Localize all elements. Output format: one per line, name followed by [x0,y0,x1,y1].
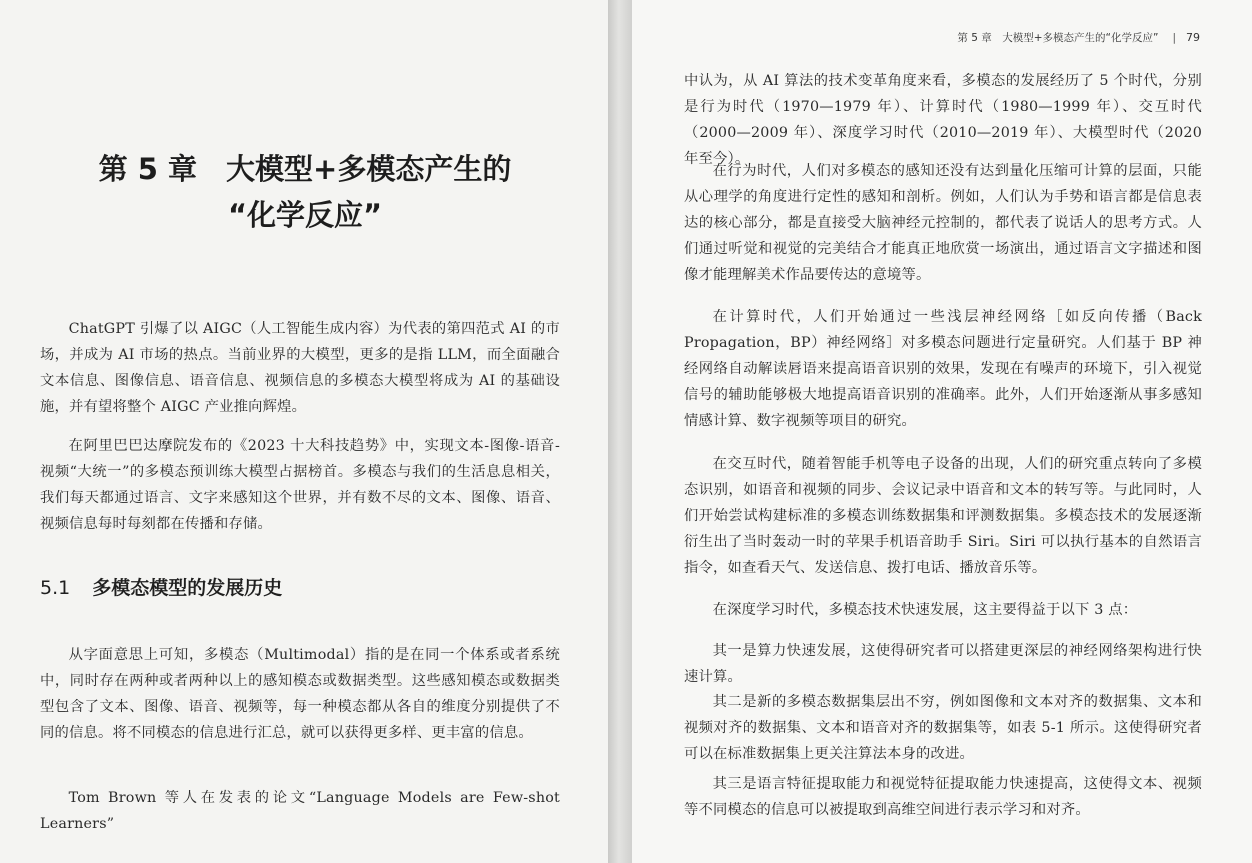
running-header-chapter: 第 5 章 大模型+多模态产生的“化学反应” [957,32,1159,44]
chapter-title-line2: “化学反应” [227,198,383,232]
section-number: 5.1 [40,577,71,599]
left-page [0,0,608,863]
right-paragraph-5: 在深度学习时代，多模态技术快速发展，这主要得益于以下 3 点： [712,602,1138,618]
right-page [632,0,1252,863]
running-header [957,30,1200,45]
right-paragraph-6: 其一是算力快速发展，这使得研究者可以搭建更深层的神经网络架构进行快速计算。 [684,643,1202,685]
chapter-title-line1: 第 5 章 大模型+多模态产生的 [98,152,512,186]
section-title: 多模态模型的发展历史 [92,577,283,599]
left-paragraph-4: Tom Brown 等人在发表的论文“Language Models are Few-shot Learners” [40,790,560,832]
right-paragraph-8: 其三是语言特征提取能力和视觉特征提取能力快速提高，这使得文本、视频等不同模态的信息可以被提取到高维空间进行表示学习和对齐。 [684,776,1202,818]
section-heading [40,573,282,600]
right-paragraph-2: 在行为时代，人们对多模态的感知还没有达到量化压缩可计算的层面，只能从心理学的角度进行定性的感知和剖析。例如，人们认为手势和语言都是信息表达的核心部分，都是直接受大脑神经元控制的，都代表了说话人的思考方式。人们通过听觉和视觉的完美结合才能真正地欣赏一场演出，通过语言文字描述和图像才能理解美术作品要传达的意境等。 [684,163,1202,283]
page-number: 79 [1186,31,1200,44]
right-paragraph-4: 在交互时代，随着智能手机等电子设备的出现，人们的研究重点转向了多模态识别，如语音和视频的同步、会议记录中语音和文本的转写等。与此同时，人们开始尝试构建标准的多模态训练数据集和评测数据集。多模态技术的发展逐渐衍生出了当时轰动一时的苹果手机语音助手 Siri。Siri 可以执行基本的自然语言指令，如查看天气、发送信息、拨打电话、播放音乐等。 [684,456,1202,576]
book-gutter [608,0,632,863]
right-paragraph-7: 其二是新的多模态数据集层出不穷，例如图像和文本对齐的数据集、文本和视频对齐的数据集、文本和语音对齐的数据集等，如表 5-1 所示。这使得研究者可以在标准数据集上更关注算法本身的改进。 [684,694,1202,762]
left-paragraph-3: 从字面意思上可知，多模态（Multimodal）指的是在同一个体系或者系统中，同时存在两种或者两种以上的感知模态或数据类型。这些感知模态或数据类型包含了文本、图像、语音、视频等，每一种模态都从各自的维度分别提供了不同的信息。将不同模态的信息进行汇总，就可以获得更多样、更丰富的信息。 [40,647,560,741]
right-paragraph-1: 中认为，从 AI 算法的技术变革角度来看，多模态的发展经历了 5 个时代，分别是行为时代（1970—1979 年）、计算时代（1980—1999 年）、交互时代（2000—2009 年）、深度学习时代（2010—2019 年）、大模型时代（2020 年至今）。 [684,73,1202,167]
left-paragraph-1: ChatGPT 引爆了以 AIGC（人工智能生成内容）为代表的第四范式 AI 的市场，并成为 AI 市场的热点。当前业界的大模型，更多的是指 LLM，而全面融合文本信息、图像信息、语音信息、视频信息的多模态大模型将成为 AI 的基础设施，并有望将整个 AIGC 产业推向辉煌。 [40,321,560,415]
header-separator: | [1172,32,1176,44]
right-paragraph-3: 在计算时代，人们开始通过一些浅层神经网络［如反向传播（Back Propagation，BP）神经网络］对多模态问题进行定量研究。人们基于 BP 神经网络自动解读唇语来提高语音识别的效果，发现在有噪声的环境下，引入视觉信号的辅助能够极大地提高语音识别的准确率。此外，人们开始逐渐从事多感知情感计算、数字视频等项目的研究。 [684,309,1202,429]
left-paragraph-2: 在阿里巴巴达摩院发布的《2023 十大科技趋势》中，实现文本-图像-语音-视频“大统一”的多模态预训练大模型占据榜首。多模态与我们的生活息息相关，我们每天都通过语言、文字来感知这个世界，并有数不尽的文本、图像、语音、视频信息每时每刻都在传播和存储。 [40,438,560,532]
